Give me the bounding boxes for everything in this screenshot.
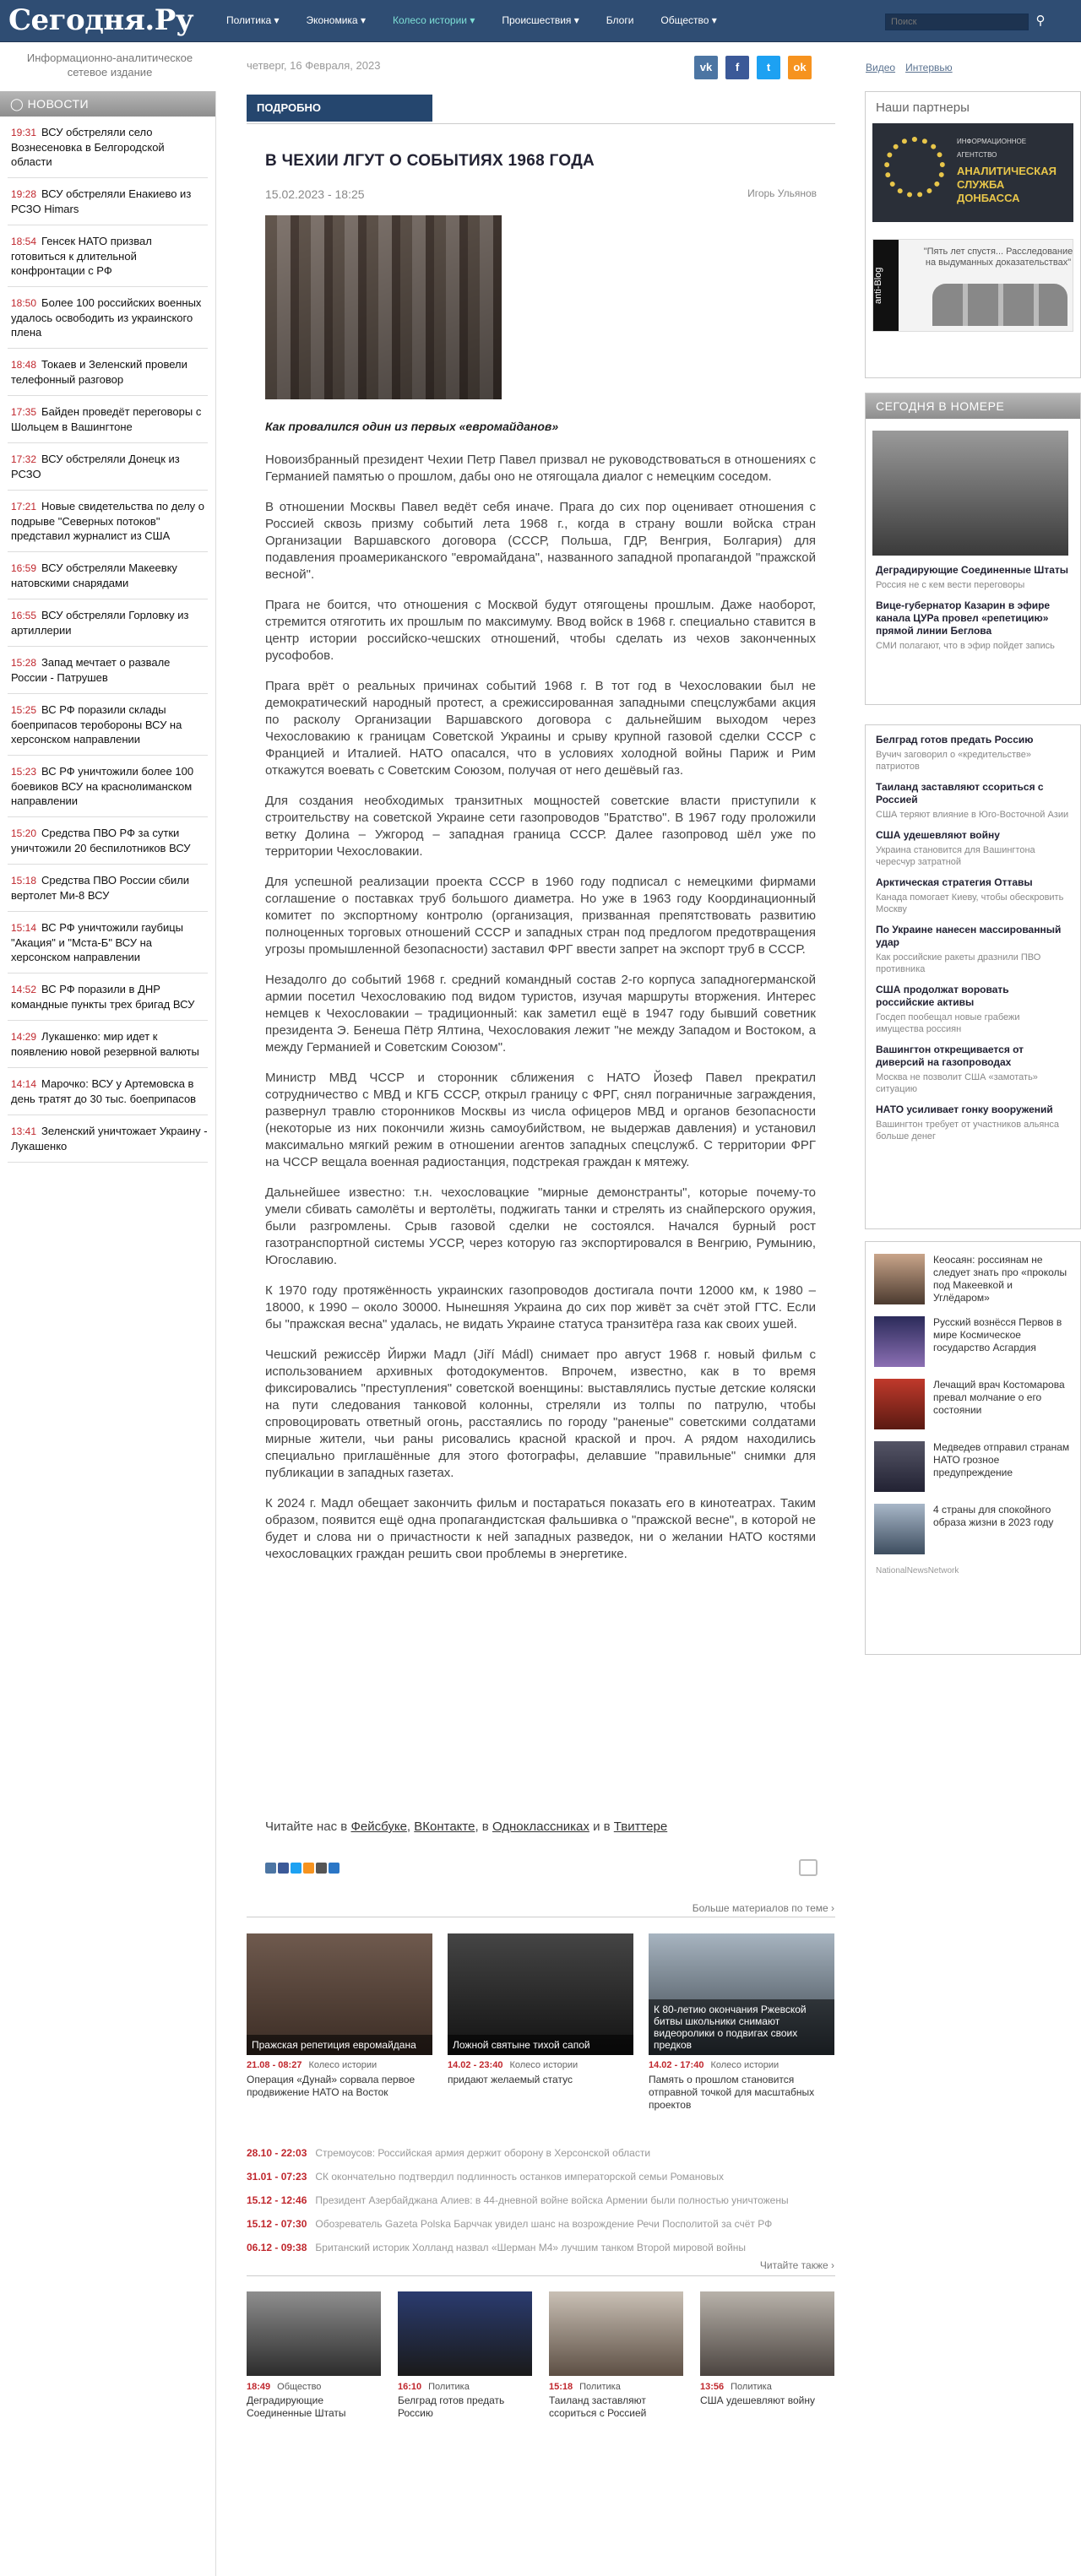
card-meta <box>247 2382 381 2392</box>
news-item[interactable] <box>8 443 208 491</box>
headline-item[interactable] <box>866 1095 1080 1142</box>
related-time: 28.10 - 22:03 <box>247 2147 307 2159</box>
headline-title[interactable]: США удешевляют войну <box>876 829 1000 841</box>
partner-news-thumb[interactable] <box>874 1441 925 1492</box>
news-item[interactable] <box>8 225 208 287</box>
news-sidebar <box>0 91 216 2576</box>
related-row[interactable] <box>247 2165 838 2188</box>
partner-news-box <box>865 1241 1081 1655</box>
news-list <box>0 117 215 1163</box>
share-vk-icon[interactable] <box>265 1863 276 1874</box>
today-in-issue-box <box>865 393 1081 705</box>
card-category[interactable]: Колесо истории <box>308 2060 378 2070</box>
news-item[interactable] <box>8 349 208 396</box>
news-title[interactable]: Токаев и Зеленский провели телефонный разговор <box>11 358 187 386</box>
news-time: 18:50 <box>11 297 37 309</box>
news-title[interactable]: Генсек НАТО призвал готовиться к длительной конфронтации с РФ <box>11 235 152 277</box>
related-card[interactable] <box>448 1933 633 2112</box>
headline-item[interactable] <box>866 1035 1080 1095</box>
related-time: 31.01 - 07:23 <box>247 2171 307 2183</box>
news-item[interactable] <box>8 287 208 349</box>
partners-title: Наши партнеры <box>876 100 970 115</box>
card-meta <box>649 2060 834 2070</box>
partner-banner-antiblog[interactable]: anti-Blog "Пять лет спустя... Расследование на выдуманных доказательствах" <box>872 239 1073 332</box>
card-title[interactable]: США удешевляют войну <box>700 2394 815 2406</box>
news-title[interactable]: Средства ПВО РФ за сутки уничтожили 20 беспилотников ВСУ <box>11 827 191 854</box>
related-title[interactable]: Британский историк Холланд назвал «Шерман М4» лучшим танком Второй мировой войны <box>315 2242 747 2253</box>
news-time: 15:25 <box>11 704 37 716</box>
headline-title[interactable]: Таиланд заставляют ссориться с Россией <box>876 781 1044 805</box>
news-time: 19:28 <box>11 188 37 200</box>
news-title[interactable]: Зеленский уничтожает Украину - Лукашенко <box>11 1125 208 1152</box>
card-time: 21.08 - 08:27 <box>247 2060 302 2070</box>
news-title[interactable]: ВСУ обстреляли Горловку из артиллерии <box>11 609 189 637</box>
busts-image <box>932 284 1067 326</box>
site-logo[interactable]: Сегодня.Ру <box>8 3 194 37</box>
related-list <box>247 2141 838 2259</box>
print-icon[interactable] <box>799 1859 818 1876</box>
news-time: 15:14 <box>11 922 37 934</box>
nav-history[interactable]: Колесо истории ▾ <box>392 14 475 26</box>
news-time: 18:54 <box>11 236 37 247</box>
news-time: 15:28 <box>11 657 37 669</box>
news-title[interactable]: Запад мечтает о развале России - Патрушев <box>11 656 171 684</box>
news-item[interactable] <box>8 178 208 225</box>
nav-politics[interactable]: Политика ▾ <box>226 14 280 26</box>
nav-society[interactable]: Общество ▾ <box>660 14 717 26</box>
main-nav <box>226 14 717 26</box>
headline-item[interactable] <box>866 773 1080 821</box>
card-image[interactable] <box>700 2291 834 2376</box>
news-title[interactable]: Средства ПВО России сбили вертолет Ми-8 ВСУ <box>11 874 190 902</box>
twitter-icon[interactable]: t <box>757 56 780 79</box>
card-time: 14.02 - 17:40 <box>649 2060 704 2070</box>
news-time: 15:23 <box>11 766 37 778</box>
facebook-icon[interactable]: f <box>725 56 749 79</box>
follow-us: Читайте нас в Фейсбуке, ВКонтакте, в Одноклассниках и в Твиттере <box>265 1819 668 1834</box>
article-paragraph: Для успешной реализации проекта СССР в 1960 году подписал с немецкими фирмами соглашение о поставках труб большого диаметра. Но уже в 1963 году Координационный комитет по экспортному контролю (организация, призванная препятствовать развитию полноценных торговых отношений СССР и западных стран под предлогом предотвращения угрозы промышленной безопасности) заставил ФРГ ввести запрет на экспорт труб в СССР. <box>265 875 816 957</box>
partners-box <box>865 91 1081 378</box>
divider <box>247 2275 835 2276</box>
issue-heading: СЕГОДНЯ В НОМЕРЕ <box>866 393 1080 419</box>
odnoklassniki-icon[interactable]: ok <box>788 56 812 79</box>
news-time: 15:20 <box>11 827 37 839</box>
related-row[interactable] <box>247 2141 838 2165</box>
card-image[interactable] <box>649 1933 834 2055</box>
headline-item[interactable] <box>866 868 1080 915</box>
news-item[interactable] <box>8 694 208 756</box>
card-category[interactable]: Политика <box>731 2382 772 2392</box>
news-time: 16:59 <box>11 562 37 574</box>
related-cards <box>247 1933 834 2112</box>
news-item[interactable] <box>8 552 208 599</box>
card-image[interactable] <box>549 2291 683 2376</box>
partner-news-title[interactable]: 4 страны для спокойного образа жизни в 2023 году <box>933 1504 1054 1528</box>
related-title[interactable]: СК окончательно подтвердил подлинность останков императорской семьи Романовых <box>315 2171 725 2183</box>
odnoklassniki-link[interactable]: Одноклассниках <box>492 1819 589 1834</box>
related-time: 15.12 - 07:30 <box>247 2218 307 2230</box>
card-image[interactable] <box>247 1933 432 2055</box>
headline-sub: Вашингтон требует от участников альянса больше денег <box>876 1120 1060 1142</box>
partner-news-thumb[interactable] <box>874 1254 925 1304</box>
article-paragraph: Прага не боится, что отношения с Москвой будут отягощены прошлым. Даже наоборот, стремится отяготить их прошлым по максимуму. Ввод войск в 1968 г. специально ставится в центр истории российско-чешских отношений, чтобы сделать из чехов законченных русофобов. <box>265 598 816 663</box>
card-time: 14.02 - 23:40 <box>448 2060 503 2070</box>
card-meta <box>448 2060 633 2070</box>
article-title: В ЧЕХИИ ЛГУТ О СОБЫТИЯХ 1968 ГОДА <box>265 152 595 170</box>
news-item[interactable] <box>8 817 208 865</box>
share-twitter-icon[interactable] <box>291 1863 301 1874</box>
share-link-icon[interactable] <box>329 1863 340 1874</box>
news-heading: ◯ НОВОСТИ <box>0 91 215 117</box>
partner-news-item[interactable] <box>866 1304 1080 1367</box>
news-time: 16:55 <box>11 610 37 621</box>
news-item[interactable] <box>8 396 208 443</box>
news-item[interactable] <box>8 491 208 552</box>
partner-news-thumb[interactable] <box>874 1379 925 1429</box>
issue-item[interactable]: Вице-губернатор Казарин в эфире канала ЦУРа провел «репетицию» прямой линии Беглова СМИ полагают, что в эфир пойдет запись <box>876 599 1055 651</box>
news-item[interactable] <box>8 756 208 817</box>
headline-title[interactable]: Белград готов предать Россию <box>876 734 1034 746</box>
article-paragraph: В отношении Москвы Павел ведёт себя иначе. Прага до сих пор оценивает отношения с Россией сквозь призму событий лета 1968 г., когда в страну вошли войска стран Организации Варшавского договора (СССР, Польша, ГДР, Венгрия, Болгария) для подавления проамериканского "евромайдана", названного западной пропагандой "пражской весной". <box>265 500 816 582</box>
nav-blogs[interactable]: Блоги <box>606 14 634 26</box>
search-input[interactable] <box>885 14 1029 30</box>
vk-icon[interactable]: vk <box>694 56 718 79</box>
news-time: 14:52 <box>11 984 37 995</box>
news-item[interactable] <box>8 647 208 694</box>
site-tagline: Информационно-аналитическое сетевое издание <box>26 52 193 79</box>
news-title[interactable]: ВСУ обстреляли Макеевку натовскими снарядами <box>11 561 177 589</box>
news-title[interactable]: ВС РФ уничтожили более 100 боевиков ВСУ на краснолиманском направлении <box>11 765 194 807</box>
related-title[interactable]: Стремоусов: Российская армия держит оборону в Херсонской области <box>315 2147 651 2159</box>
article-paragraph: Для создания необходимых транзитных мощностей советские власти приступили к строительству на советской Украине сети газопроводов "Братство". В 1967 году проложили ветку Долина – Ужгород – западная граница СССР. Далее газопровод шёл уже по территории Чехословакии. <box>265 794 816 859</box>
headline-item[interactable] <box>866 821 1080 868</box>
nav-economy[interactable]: Экономика ▾ <box>306 14 366 26</box>
headline-item[interactable] <box>866 975 1080 1035</box>
headline-sub: США теряют влияние в Юго-Восточной Азии <box>876 810 1069 820</box>
card-image[interactable] <box>448 1933 633 2055</box>
article-body <box>265 452 816 1576</box>
news-item[interactable] <box>8 599 208 647</box>
partner-news-title[interactable]: Медведев отправил странам НАТО грозное предупреждение <box>933 1441 1070 1478</box>
partner-news-title[interactable]: Кеосаян: россиянам не следует знать про «проколы под Макеевкой и Углёдаром» <box>933 1254 1067 1304</box>
article-paragraph: Прага врёт о реальных причинах событий 1968 г. В тот год в Чехословакии был не демократический народный протест, а срежиссированная западными спецслужбами акция по расколу Организации Варшавского договора с дальнейшим выходом через Чехословакию к границам Советской Украины и срыву крупной газовой сделки СССР с Францией и Италией. НАТО опасался, что в условиях холодной войны Париж и Рим откажутся воевать с Советским Союзом, получая от него дешёвый газ. <box>265 679 816 778</box>
video-link[interactable]: Видео <box>866 62 896 73</box>
news-title[interactable]: ВСУ обстреляли Енакиево из РСЗО Himars <box>11 187 192 215</box>
read-also-card[interactable] <box>549 2291 683 2420</box>
nav-incidents[interactable]: Происшествия ▾ <box>502 14 579 26</box>
article-paragraph: Чешский режиссёр Йиржи Мадл (Jiří Mádl) снимает про август 1968 г. новый фильм с использованием архивных фотодокументов. Впрочем, известно, как в то время фиксировались "преступления" советской военщины: выставлялись пустые детские коляски на пути следования танковой колонны, стреляли из толпы по патрулю, чтобы спровоцировать ответный огонь, расстаялись по городу "раненые" советскими солдатами мирные жители, чьи раны рисовались красной краской и проч. А рядом находились специально приглашённые для этого фотографы, делавшие "правильные" снимки для публикации в западных газетах. <box>265 1348 816 1480</box>
card-meta <box>398 2382 532 2392</box>
share-email-icon[interactable] <box>316 1863 327 1874</box>
headline-sub: Как российские ракеты дразнили ПВО противника <box>876 952 1041 974</box>
news-time: 13:41 <box>11 1125 37 1137</box>
headline-sub: Госдеп пообещал новые грабежи имущества россиян <box>876 1012 1020 1034</box>
news-time: 14:14 <box>11 1078 37 1090</box>
news-title[interactable]: ВС РФ поразили склады боеприпасов теробороны ВСУ на херсонском направлении <box>11 703 182 746</box>
article-paragraph: Министр МВД ЧССР и сторонник сближения с НАТО Йозеф Павел прекратил сотрудничество с МВД и КГБ СССР, открыл границу с ФРГ, снял пограничные заграждения, развернул травлю сторонников Москвы из числа офицеров МВД и органов безопасности (некоторые из них покончили жизнь самоубийством, не выдержав давления) и установил максимально мягкий режим в отношении агентов западных спецслужб. С территории ФРГ на ЧССР вещала военная радиостанция, подстрекая граждан к мятежу. <box>265 1071 816 1169</box>
related-card[interactable] <box>649 1933 834 2112</box>
partner-news-item[interactable] <box>866 1492 1080 1554</box>
news-title[interactable]: Лукашенко: мир идет к появлению новой резервной валюты <box>11 1030 199 1058</box>
social-buttons <box>694 56 812 79</box>
headline-sub: Вучич заговорил о «кредительстве» патриотов <box>876 750 1031 772</box>
related-time: 06.12 - 09:38 <box>247 2242 307 2253</box>
partner-news-item[interactable] <box>866 1429 1080 1492</box>
partner-news-thumb[interactable] <box>874 1316 925 1367</box>
search-icon[interactable]: ⚲ <box>1035 14 1046 28</box>
article-photo <box>265 215 502 399</box>
card-category[interactable]: Политика <box>579 2382 621 2392</box>
news-item[interactable] <box>8 1115 208 1163</box>
share-facebook-icon[interactable] <box>278 1863 289 1874</box>
card-category[interactable]: Колесо истории <box>509 2060 579 2070</box>
news-item[interactable] <box>8 1068 208 1115</box>
share-ok-icon[interactable] <box>303 1863 314 1874</box>
news-time: 15:18 <box>11 875 37 887</box>
photo-caption: Как провалился один из первых «евромайданов» <box>265 420 559 433</box>
card-category[interactable]: Общество <box>277 2382 322 2392</box>
partner-news-thumb[interactable] <box>874 1504 925 1554</box>
card-time: 15:18 <box>549 2382 573 2392</box>
issue-image[interactable] <box>872 431 1068 556</box>
partner-news-item[interactable] <box>866 1242 1080 1304</box>
partner-news-title[interactable]: Лечащий врач Костомарова превал молчание о его состоянии <box>933 1379 1065 1416</box>
vkontakte-link[interactable]: ВКонтакте <box>414 1819 475 1834</box>
card-category[interactable]: Политика <box>428 2382 470 2392</box>
read-also-card[interactable] <box>247 2291 381 2420</box>
headline-title[interactable]: НАТО усиливает гонку вооружений <box>876 1104 1053 1115</box>
news-item[interactable] <box>8 865 208 912</box>
read-also-card[interactable] <box>398 2291 532 2420</box>
related-title[interactable]: Президент Азербайджана Алиев: в 44-дневной войне войска Армении были полностью уничтожены <box>315 2194 789 2206</box>
card-title[interactable]: Таиланд заставляют ссориться с Россией <box>549 2394 647 2419</box>
article-date: 15.02.2023 - 18:25 <box>265 187 365 201</box>
news-title[interactable]: ВСУ обстреляли Донецк из РСЗО <box>11 453 180 480</box>
article-paragraph: Незадолго до событий 1968 г. средний командный состав 2-го корпуса западногерманской армии посетил Чехословакию под видом туристов, изучая маршруты вторжения. Интерес немцев к Чехословакии – традиционный: как заметил ещё в 1947 году бывший советник президента Э. Бенеша Пётр Ялтина, Чехословакия лежит "не между Западом и Востоком, а между Германией и Советским Союзом". <box>265 973 816 1055</box>
issue-item[interactable]: Деградирующие Соединенные Штаты Россия не с кем вести переговоры <box>876 564 1069 590</box>
card-title[interactable]: Деградирующие Соединенные Штаты <box>247 2394 346 2419</box>
gear-logo-icon <box>884 137 945 198</box>
card-category[interactable]: Колесо истории <box>710 2060 780 2070</box>
read-also-link[interactable]: Читайте также › <box>759 2259 834 2271</box>
news-title[interactable]: ВС РФ уничтожили гаубицы "Акация" и "Мста-Б" ВСУ на херсонском направлении <box>11 921 183 963</box>
article-paragraph: Новоизбранный президент Чехии Петр Павел призвал не руководствоваться в отношениях с Германией памятью о прошлом, дабы оно не отягощала диалог с немецким соседом. <box>265 453 816 484</box>
interview-link[interactable]: Интервью <box>905 62 953 73</box>
partner-news-item[interactable] <box>866 1367 1080 1429</box>
news-title[interactable]: Новые свидетельства по делу о подрыве "Северных потоков" представил журналист из США <box>11 500 205 542</box>
headline-sub: Канада помогает Киеву, чтобы обескровить Москву <box>876 892 1064 914</box>
share-bar <box>265 1863 340 1874</box>
card-meta <box>700 2382 834 2392</box>
news-item[interactable] <box>8 912 208 973</box>
card-meta <box>549 2382 683 2392</box>
card-time: 18:49 <box>247 2382 271 2392</box>
twitter-link[interactable]: Твиттере <box>613 1819 668 1834</box>
headline-title[interactable]: Арктическая стратегия Оттавы <box>876 876 1033 888</box>
card-time: 13:56 <box>700 2382 725 2392</box>
news-time: 19:31 <box>11 127 37 138</box>
card-image[interactable] <box>247 2291 381 2376</box>
news-title[interactable]: ВС РФ поразили в ДНР командные пункты трех бригад ВСУ <box>11 983 195 1011</box>
media-links <box>866 62 953 73</box>
headline-sub: Москва не позволит США «замотать» ситуацию <box>876 1072 1038 1094</box>
news-item[interactable] <box>8 1021 208 1068</box>
card-title[interactable]: придают желаемый статус <box>448 2074 573 2085</box>
news-title[interactable]: ВСУ обстреляли село Вознесеновка в Белгородской области <box>11 126 165 168</box>
headline-item[interactable] <box>866 725 1080 773</box>
news-time: 18:48 <box>11 359 37 371</box>
facebook-link[interactable]: Фейсбуке <box>350 1819 407 1834</box>
partner-banner-asd[interactable]: ИНФОРМАЦИОННОЕ АГЕНТСТВО АНАЛИТИЧЕСКАЯ СЛУЖБА ДОНБАССА <box>872 123 1073 222</box>
article-paragraph: Дальнейшее известно: т.н. чехословацкие "мирные демонстранты", которые почему-то умели сбивать самолёты и вертолёты, поджигать танки и стрелять из снайперского оружия, были разгромлены. Срыв газовой сделки не состоялся. Начался бурный рост газотранспортной системы УССР, через которую газ экспортировался в Венгрию, Румынию, Югославию. <box>265 1185 816 1267</box>
headline-sub: Украина становится для Вашингтона чересчур затратной <box>876 845 1035 867</box>
card-image[interactable] <box>398 2291 532 2376</box>
more-materials-link[interactable]: Больше материалов по теме › <box>692 1902 834 1914</box>
news-item[interactable] <box>8 117 208 178</box>
card-title[interactable]: Операция «Дунай» сорвала первое продвижение НАТО на Восток <box>247 2074 416 2098</box>
headline-item[interactable] <box>866 915 1080 975</box>
news-time: 17:35 <box>11 406 37 418</box>
read-also-card[interactable] <box>700 2291 834 2420</box>
card-time: 16:10 <box>398 2382 422 2392</box>
divider <box>247 123 835 124</box>
headline-title[interactable]: Вашингтон открещивается от диверсий на газопроводах <box>876 1044 1024 1068</box>
news-time: 14:29 <box>11 1031 37 1043</box>
article-paragraph: К 1970 году протяжённость украинских газопроводов достигала почти 12000 км, к 1980 – 18000, к 1990 – около 30000. Нынешняя Украина до сих пор живёт за счёт этой ГТС. Если бы "пражская весна" удалась, не видать Украине статуса транзитёра газа как своих ушей. <box>265 1283 816 1331</box>
current-date: четверг, 16 Февраля, 2023 <box>247 59 381 72</box>
section-label: ПОДРОБНО <box>247 95 432 122</box>
news-time: 17:32 <box>11 453 37 465</box>
news-item[interactable] <box>8 973 208 1021</box>
related-title[interactable]: Обозреватель Gazeta Polska Барччак увидел шанс на возрождение Речи Посполитой за счёт РФ <box>315 2218 773 2230</box>
news-title[interactable]: Марочко: ВСУ у Артемовска в день тратят до 30 тыс. боеприпасов <box>11 1077 197 1105</box>
partner-news-title[interactable]: Русский вознёсся Первов в мире Космическое государство Асгардия <box>933 1316 1062 1353</box>
related-row[interactable] <box>247 2188 838 2212</box>
card-overlay-title[interactable]: Ложной святыне тихой сапой <box>448 2035 633 2055</box>
related-row[interactable] <box>247 2236 838 2259</box>
card-overlay-title[interactable]: Пражская репетиция евромайдана <box>247 2035 432 2055</box>
card-overlay-title[interactable]: К 80-летию окончания Ржевской битвы школьники снимают видеоролики о подвигах своих предков <box>649 1999 834 2055</box>
related-card[interactable] <box>247 1933 432 2112</box>
headline-title[interactable]: США продолжат воровать российские активы <box>876 984 1009 1008</box>
article-author[interactable]: Игорь Ульянов <box>747 187 817 199</box>
partner-news-footer[interactable]: NationalNewsNetwork <box>876 1566 959 1575</box>
card-meta <box>247 2060 432 2070</box>
card-title[interactable]: Белград готов предать Россию <box>398 2394 505 2419</box>
headlines-box <box>865 724 1081 1229</box>
related-row[interactable] <box>247 2212 838 2236</box>
related-time: 15.12 - 12:46 <box>247 2194 307 2206</box>
article-paragraph: К 2024 г. Мадл обещает закончить фильм и постараться показать его в кинотеатрах. Таким образом, появится ещё одна пропагандистская фальшивка о "пражской весне", в которой не будет и слова ни о причастности к ней западных разведок, ни о желании НАТО костями чехословацких граждан решить свои проблемы в энергетике. <box>265 1496 816 1561</box>
read-also-cards <box>247 2291 834 2420</box>
news-title[interactable]: Байден проведёт переговоры с Шольцем в Вашингтоне <box>11 405 202 433</box>
top-bar <box>0 0 1081 42</box>
news-time: 17:21 <box>11 501 37 512</box>
news-title[interactable]: Более 100 российских военных удалось освободить из украинского плена <box>11 296 202 339</box>
headline-title[interactable]: По Украине нанесен массированный удар <box>876 924 1062 948</box>
card-title[interactable]: Память о прошлом становится отправной точкой для масштабных проектов <box>649 2074 815 2111</box>
